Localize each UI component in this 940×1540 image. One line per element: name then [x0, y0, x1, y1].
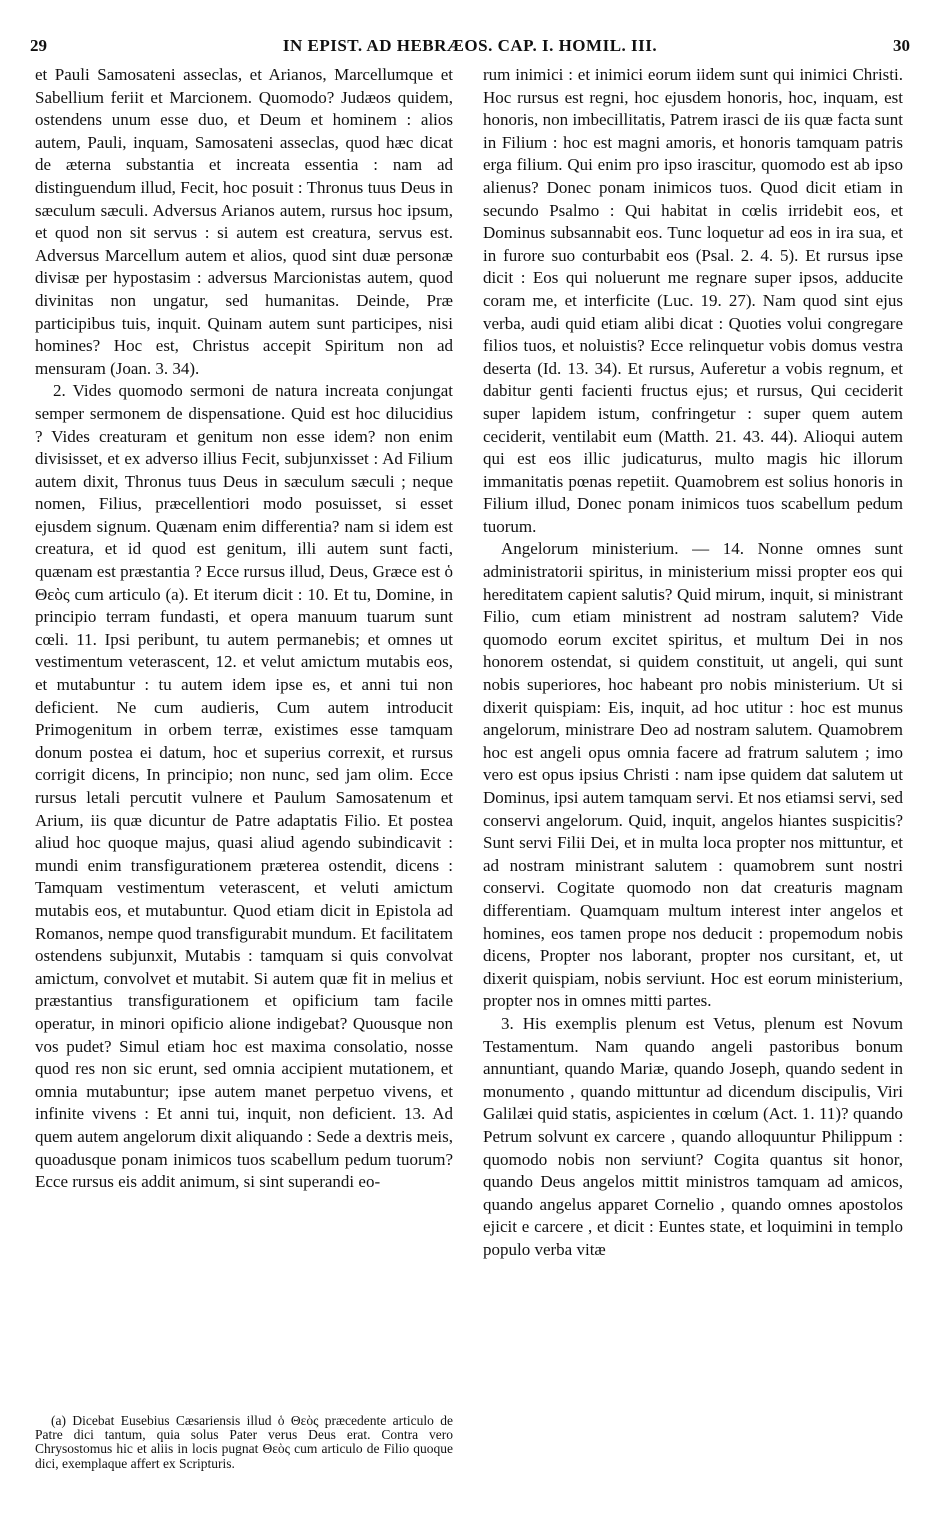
- page-number-left: 29: [30, 36, 47, 55]
- paragraph: et Pauli Samosateni asseclas, et Arianos, Marcellumque et Sabellium feriit et Marcionem. Quomodo? Judæos quidem, ostendens unum esse duo, et Deum et hominem : alios autem, Pauli, inquam, Samosateni asseclas, quod hæc dicat de æterna substantia et increata essentia : nam ad distinguendum illud, Fecit, hoc posuit : Thronus tuus Deus in sæculum sæculi. Adversus Arianos autem, rursus hoc ipsum, et quod non sit servus : si autem est creatura, servus est. Adversus Marcellum autem et alios, quod sint duæ personæ divisæ per hypostasim : adversus Marcionistas autem, quod divinitas non ungatur, sed humanitas. Deinde, Præ participibus tuis, inquit. Quinam autem sunt participes, nisi homines? Hoc est, Christus accepit Spiritum non ad mensuram (Joan. 3. 34).: [35, 65, 453, 378]
- paragraph: Angelorum ministerium. — 14. Nonne omnes sunt administratorii spiritus, in ministerium missi propter eos qui hereditatem capient salutis? Quid mirum, inquit, si ministrant Filio, cum etiam ministrent ad nostram salutem? Vide quomodo eorum excitet spiritus, et multum Dei in nos honorem ostendat, si quidem constituit, ut angeli, qui sunt nobis superiores, hoc habeant pro nobis ministerium. Ut si dixerit quispiam: Eis, inquit, ad hoc utitur : hoc est munus angelorum, ministrare Deo ad nostram salutem. Quamobrem hoc est angeli opus omnia facere ad fratrum salutem ; imo vero est opus ipsius Christi : nam ipse quidem dat salutem ut Dominus, ipsi autem tamquam servi. Et nos etiamsi servi, sed conservi angelorum. Quid, inquit, angelos hiantes suspicitis? Sunt servi Filii Dei, et in multa loca propter nos mittuntur, et ad nostram ministrant salutem : quamobrem sunt nostri conservi. Cogitate quomodo non dat creaturis magnam differentiam. Quamquam multum interest inter angelos et homines, eos tamen prope nos deducit : propemodum nobis dicens, Propter nos laborant, propter nos cursitant, et, ut dixerit quispiam, nobis serviunt. Hoc est eorum ministerium, propter nos in omnes mitti partes.: [483, 539, 903, 1011]
- page-number-right: 30: [893, 36, 910, 55]
- footnote: [35, 1414, 453, 1471]
- left-column: [35, 64, 453, 1194]
- running-title: IN EPIST. AD HEBRÆOS. CAP. I. HOMIL. III.: [282, 36, 658, 55]
- paragraph: 3. His exemplis plenum est Vetus, plenum est Novum Testamentum. Nam quando angeli pastoribus bonum annuntiant, quando Mariæ, quando Joseph, quando sedent in monumento , quando mittuntur ad dicendum discipulis, Viri Galilæi quid statis, aspicientes in cœlum (Act. 1. 11)? quando Petrum solvunt ex carcere , quando alloquuntur Philippum : quomodo nobis non serviunt? Cogita quantus sit honor, quando Deus angelos mittit ministros tamquam ad amicos, quando angelus apparet Cornelio , quando omnes apostolos ejicit e carcere , et dicit : Euntes state, et loquimini in templo populo verba vitæ: [483, 1013, 903, 1259]
- paragraph: rum inimici : et inimici eorum iidem sunt qui inimici Christi. Hoc rursus est regni, hoc ejusdem honoris, hoc, inquam, est honoris, non imbecillitatis, Patrem irasci de iis quæ facta sunt in Filium : hoc est magni amoris, et honoris tamquam patris erga filium. Qui enim pro ipso irascitur, quomodo est ab ipso alienus? Donec ponam inimicos tuos. Quod dicit etiam in secundo Psalmo : Qui habitat in cœlis irridebit eos, et Dominus subsannabit eos. Tunc loquetur ad eos in ira sua, et in furore suo conturbabit eos (Psal. 2. 4. 5). Et rursus ipse dicit : Eos qui noluerunt me regnare super ipsos, adducite coram me, et interficite (Luc. 19. 27). Nam quod sint ejus verba, audi quid etiam alibi dicat : Quoties volui congregare filios tuos, et noluistis? Ecce relinquetur vobis domus vestra deserta (Id. 13. 34). Et rursus, Auferetur a vobis regnum, et dabitur genti facienti fructus ejus; et rursus, Qui ceciderit super lapidem istum, confringetur : super quem autem ceciderit, ventilabit eum (Matth. 21. 43. 44). Alioqui autem qui est eos illic judicaturus, multo magis hic illorum immanitatis pœnas repetiit. Quamobrem est solius honoris in Filium illud, Donec ponam inimicos tuos scabellum pedum tuorum.: [483, 65, 903, 536]
- paragraph: 2. Vides quomodo sermoni de natura increata conjungat semper sermonem de dispensatione. Quid est hoc dilucidius ? Vides creaturam et genitum non esse idem? non enim divisisset, et ex adverso illius Fecit, subjunxisset : Ad Filium autem dixit, Thronus tuus Deus in sæculum sæculi ; neque nomen, Filius, præcellentiori modo posuisset, si esset ejusdem signum. Quænam enim differentia? nam si idem est creatura, et id quod est genitum, illi autem sunt facti, quænam est præstantia ? Ecce rursus illud, Deus, Græce est ὁ Θεὸς cum articulo (a). Et iterum dicit : 10. Et tu, Domine, in principio terram fundasti, et opera manuum tuarum sunt cœli. 11. Ipsi peribunt, tu autem permanebis; et omnes ut vestimentum veterascent, 12. et velut amictum mutabis eos, et mutabuntur : tu autem idem ipse es, et anni tui non deficient. Ne cum audieris, Cum autem introducit Primogenitum in orbem terræ, existimes esse tamquam donum postea ei datum, hoc et superius correxit, et rursus corrigit dicens, In principio; non nunc, sed jam olim. Ecce rursus letali percutit vulnere et Paulum Samosatenum et Arium, iis quæ dicuntur de Patre adaptatis Filio. Et postea aliud hoc quoque majus, quasi aliud agendo subindicavit : mundi enim transfigurationem præterea ostendit, dicens : Tamquam vestimentum veterascent, et veluti amictum mutabis eos, et mutabuntur. Quod etiam dicit in Epistola ad Romanos, nempe quod transfigurabit mundum. Et facilitatem ostendens subjunxit, Mutabis : tamquam si quis convolvat amictum, convolvet et mutabit. Si autem quæ fit in melius et præstantius transfigurationem et opificium tam facile operatur, in minori opificio alione indigebat? Quousque non vos pudet? Simul etiam hoc est maxima consolatio, nosse quod res non sic erunt, sed omnia accipient mutationem, et omnia mutabuntur; ipse autem manet perpetuo vivens, et infinite vivens : Et anni tui, inquit, non deficient. 13. Ad quem autem angelorum dixit aliquando : Sede a dextris meis, quoadusque ponam inimicos tuos scabellum pedum tuorum? Ecce rursus eis addit animum, si sint superandi eo-: [35, 381, 453, 1192]
- right-column: [483, 64, 903, 1261]
- running-header: [30, 36, 910, 64]
- footnote-text: (a) Dicebat Eusebius Cæsariensis illud ὁ Θεὸς præcedente articulo de Patre dici tantum, quia solus Pater verus Deus erat. Contra vero Chrysostomus hic et aliis in locis pugnat Θεὸς cum articulo de Filio quoque dici, exemplaque affert ex Scripturis.: [35, 1413, 453, 1471]
